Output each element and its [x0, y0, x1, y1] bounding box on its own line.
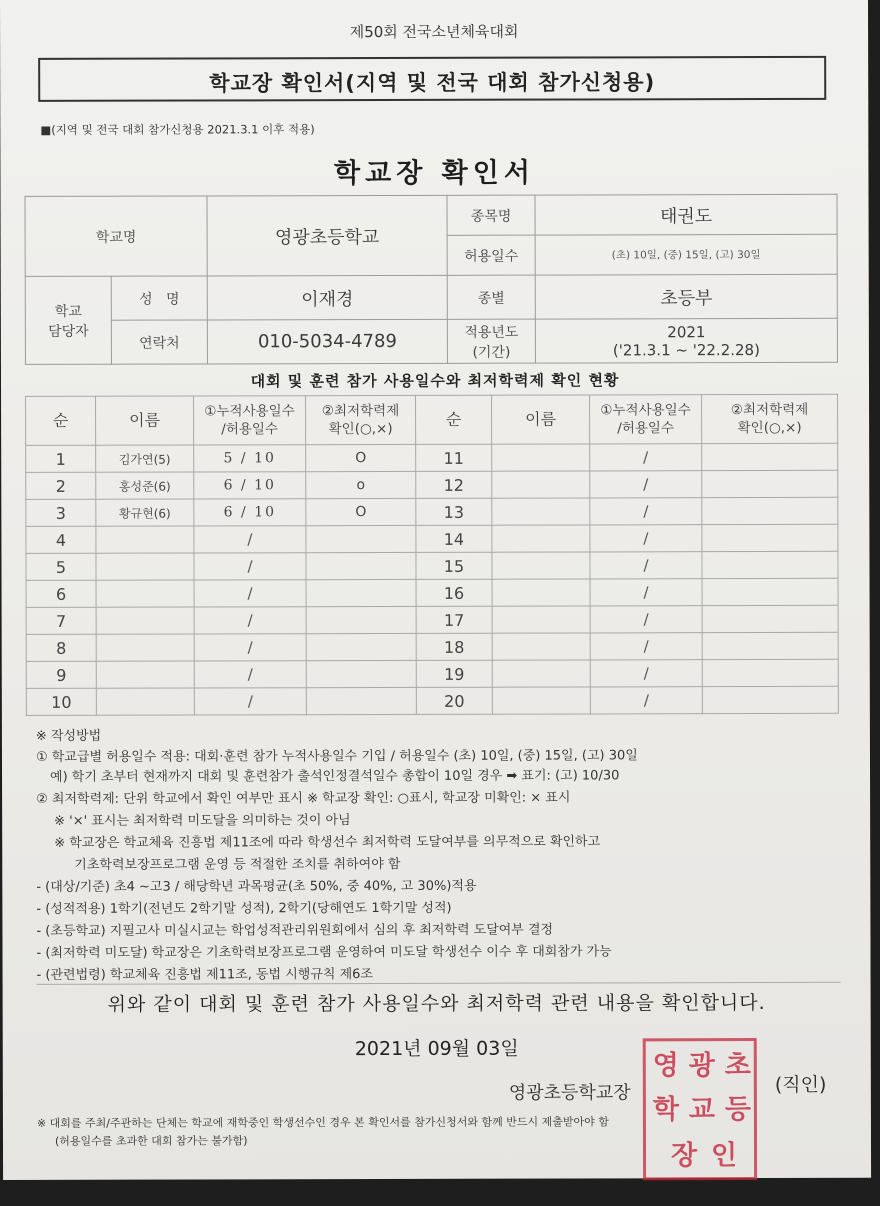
academic-check [702, 551, 838, 578]
days-used: / [590, 498, 702, 525]
detail-4: - (최저학력 미도달) 학교장은 기초학력보장프로그램 운영하여 미도달 학생선수 이수 후 대회참가 가능 [36, 944, 612, 961]
academic-check [702, 686, 838, 713]
days-header-right-line-1: ①누적사용일수 [600, 402, 691, 419]
academic-check [702, 497, 838, 524]
manager-label [25, 276, 111, 364]
days-used: 5 / 10 [194, 445, 306, 472]
row-number: 1 [26, 445, 96, 472]
athlete-name: 김가연(5) [96, 445, 194, 472]
days-header [194, 396, 306, 445]
check-header-right-line-2: 확인(○,×) [737, 419, 802, 437]
detail-5: - (관련법령) 학교체육 진흥법 제11조, 동법 시행규칙 제6조 [36, 967, 374, 983]
athlete-name [492, 498, 590, 525]
academic-check [306, 687, 416, 714]
days-used: / [590, 633, 702, 660]
row-number: 14 [416, 525, 492, 552]
days-used: / [590, 579, 702, 606]
seal-glyph: 학 [652, 1094, 679, 1126]
athlete-name [492, 687, 590, 714]
athlete-name [96, 580, 194, 607]
days-used: / [194, 634, 306, 661]
division-label: 종별 [447, 275, 535, 319]
academic-check [306, 579, 416, 606]
days-used: / [590, 687, 702, 714]
note-4b: 기초학력보장프로그램 운영 등 적절한 조치를 취하여야 함 [74, 856, 401, 873]
athlete-name [492, 525, 590, 552]
page-title: 학교장 확인서 [333, 157, 535, 190]
row-number: 12 [416, 471, 492, 498]
check-header-right-line-1: ②최저학력제 [730, 401, 809, 419]
seal-glyph: 인 [710, 1140, 738, 1172]
row-number: 6 [26, 580, 96, 607]
year-label [447, 319, 535, 363]
athlete-name [96, 634, 194, 661]
athlete-name [96, 553, 194, 580]
seal-glyph: 교 [688, 1094, 715, 1126]
status-table [25, 394, 839, 716]
athlete-name [96, 661, 194, 688]
athlete-name: 황규현(6) [96, 499, 194, 526]
year-value-line-1: 2021 [667, 322, 706, 341]
row-number: 20 [416, 687, 492, 714]
contact-value: 010-5034-4789 [207, 319, 447, 364]
days-used: / [590, 660, 702, 687]
seal-glyph: 초 [724, 1050, 751, 1082]
contact-label: 연락처 [111, 320, 207, 364]
order-header-right: 순 [416, 395, 492, 444]
footer-note-1: ※ 대회를 주최/주관하는 단체는 학교에 재학중인 학생선수인 경우 본 확인서를 참가신청서와 함께 반드시 제출받아야 함 [36, 1115, 609, 1130]
days-used: / [590, 606, 702, 633]
note-4a: ※ 학교장은 학교체육 진흥법 제11조에 따라 학생선수 최저학력 도달여부를 의무적으로 확인하고 [54, 834, 601, 851]
days-used: / [194, 607, 306, 634]
year-value-line-2: ('21.3.1 ~ '22.2.28) [612, 340, 760, 359]
table-row [26, 632, 838, 661]
official-seal-stamp [643, 1038, 757, 1180]
seal-glyph: 광 [688, 1050, 715, 1082]
athlete-name [492, 552, 590, 579]
athlete-name [96, 526, 194, 553]
athlete-name [492, 579, 590, 606]
name-label: 성 명 [111, 276, 207, 320]
notes-heading: ※ 작성방법 [35, 728, 102, 744]
order-header: 순 [26, 396, 96, 445]
athlete-name [96, 607, 194, 634]
row-number: 7 [26, 607, 96, 634]
row-number: 4 [26, 526, 96, 553]
days-used: 6 / 10 [194, 472, 306, 499]
table-row [26, 470, 838, 499]
table-row [26, 497, 838, 526]
academic-check [306, 633, 416, 660]
academic-check [306, 552, 416, 579]
footer-note-2: (허용일수를 초과한 대회 참가는 불가함) [54, 1134, 248, 1148]
note-3: ※ '×' 표시는 최저학력 미도달을 의미하는 것이 아님 [54, 813, 351, 829]
row-number: 16 [416, 579, 492, 606]
note-1a: ① 학교급별 허용일수 적용: 대회·훈련 참가 누적사용일수 기입 / 허용일수 (초) 10일, (중) 15일, (고) 30일 [35, 748, 638, 765]
academic-check [702, 632, 838, 659]
athlete-name [492, 471, 590, 498]
days-used: / [590, 471, 702, 498]
signer-name: 영광초등학교장 [508, 1082, 631, 1104]
row-number: 9 [26, 661, 96, 688]
manager-label-line-1: 학교 [54, 303, 82, 320]
name-header-right: 이름 [492, 395, 590, 444]
allow-value: (초) 10일, (중) 15일, (고) 30일 [535, 234, 837, 275]
academic-check: o [306, 471, 416, 498]
detail-3: - (초등학교) 지필고사 미실시교는 학업성적관리위원회에서 심의 후 최저학력 도달여부 결정 [36, 922, 554, 939]
academic-check [702, 524, 838, 551]
academic-check [306, 660, 416, 687]
academic-check: O [306, 498, 416, 525]
athlete-name [492, 606, 590, 633]
applicability-note: ■(지역 및 전국 대회 참가신청용 2021.3.1 이후 적용) [40, 122, 315, 137]
check-header [306, 395, 416, 444]
row-number: 13 [416, 498, 492, 525]
year-value [535, 318, 837, 363]
academic-check [702, 470, 838, 497]
academic-check [702, 659, 838, 686]
name-value: 이재경 [207, 275, 447, 320]
row-number: 11 [416, 444, 492, 471]
row-number: 17 [416, 606, 492, 633]
seal-glyph: 영 [652, 1050, 679, 1082]
days-used: / [194, 526, 306, 553]
detail-1: - (대상/기준) 초4 ~고3 / 해당학년 과목평균(초 50%, 중 40%, 고 30%)적용 [36, 878, 477, 895]
athlete-name [492, 633, 590, 660]
days-header-right-line-2: /허용일수 [617, 420, 675, 437]
issue-date: 2021년 09월 03일 [354, 1037, 519, 1061]
row-number: 8 [26, 634, 96, 661]
table-row [26, 524, 838, 553]
seal-label: (직인) [774, 1073, 827, 1096]
days-used: / [194, 661, 306, 688]
table-row [26, 659, 838, 688]
academic-check [702, 578, 838, 605]
academic-check [306, 606, 416, 633]
manager-label-line-2: 담당자 [48, 323, 89, 340]
school-value: 영광초등학교 [207, 195, 447, 276]
row-number: 19 [416, 660, 492, 687]
days-used: / [590, 444, 702, 471]
athlete-name [96, 688, 194, 715]
table-row [26, 686, 838, 715]
check-header-line-2: 확인(○,×) [328, 420, 393, 438]
year-label-line-1: 적용년도 [464, 324, 519, 341]
days-header-line-1: ①누적사용일수 [204, 403, 295, 420]
academic-check [702, 605, 838, 632]
event-name: 제50회 전국소년체육대회 [349, 22, 519, 42]
athlete-name [492, 444, 590, 471]
days-used: 6 / 10 [194, 499, 306, 526]
detail-2: - (성적적용) 1학기(전년도 2학기말 성적), 2학기(당해연도 1학기말 성적) [36, 900, 452, 917]
division-value: 초등부 [535, 274, 837, 319]
seal-glyph: 등 [724, 1094, 751, 1126]
check-header-right [702, 394, 838, 443]
school-label: 학교명 [25, 196, 207, 276]
seal-glyph: 장 [670, 1140, 698, 1172]
days-used: / [194, 580, 306, 607]
table-row [26, 443, 838, 472]
event-label: 종목명 [447, 195, 535, 235]
days-used: / [194, 553, 306, 580]
row-number: 10 [26, 688, 96, 715]
row-number: 5 [26, 553, 96, 580]
note-2: ② 최저학력제: 단위 학교에서 확인 여부만 표시 ※ 학교장 확인: ○표시, 학교장 미확인: × 표시 [36, 790, 571, 807]
academic-check: O [306, 444, 416, 471]
row-number: 2 [26, 472, 96, 499]
table-row [26, 578, 838, 607]
year-label-line-2: (기간) [472, 344, 511, 361]
days-used: / [590, 552, 702, 579]
days-header-line-2: /허용일수 [221, 421, 279, 438]
name-header: 이름 [96, 396, 194, 445]
row-number: 18 [416, 633, 492, 660]
row-number: 3 [26, 499, 96, 526]
athlete-name [492, 660, 590, 687]
days-used: / [590, 525, 702, 552]
academic-check [306, 525, 416, 552]
info-table [25, 194, 838, 365]
athlete-name: 홍성준(6) [96, 472, 194, 499]
academic-check [702, 443, 838, 470]
event-value: 태권도 [535, 194, 837, 235]
days-header-right [590, 395, 702, 444]
table-row [26, 605, 838, 634]
allow-label: 허용일수 [447, 235, 535, 275]
status-title: 대회 및 훈련 참가 사용일수와 최저학력제 확인 현황 [250, 371, 620, 391]
table-row [26, 551, 838, 580]
confirmation-statement: 위와 같이 대회 및 훈련 참가 사용일수와 최저학력 관련 내용을 확인합니다. [107, 991, 766, 1016]
days-used: / [194, 688, 306, 715]
note-1b: 예) 학기 초부터 현재까지 대회 및 훈련참가 출석인정결석일수 총합이 10일 경우 ➡ 표기: (고) 10/30 [50, 768, 620, 785]
row-number: 15 [416, 552, 492, 579]
check-header-line-1: ②최저학력제 [321, 402, 400, 420]
header-title: 학교장 확인서(지역 및 전국 대회 참가신청용) [209, 70, 656, 96]
